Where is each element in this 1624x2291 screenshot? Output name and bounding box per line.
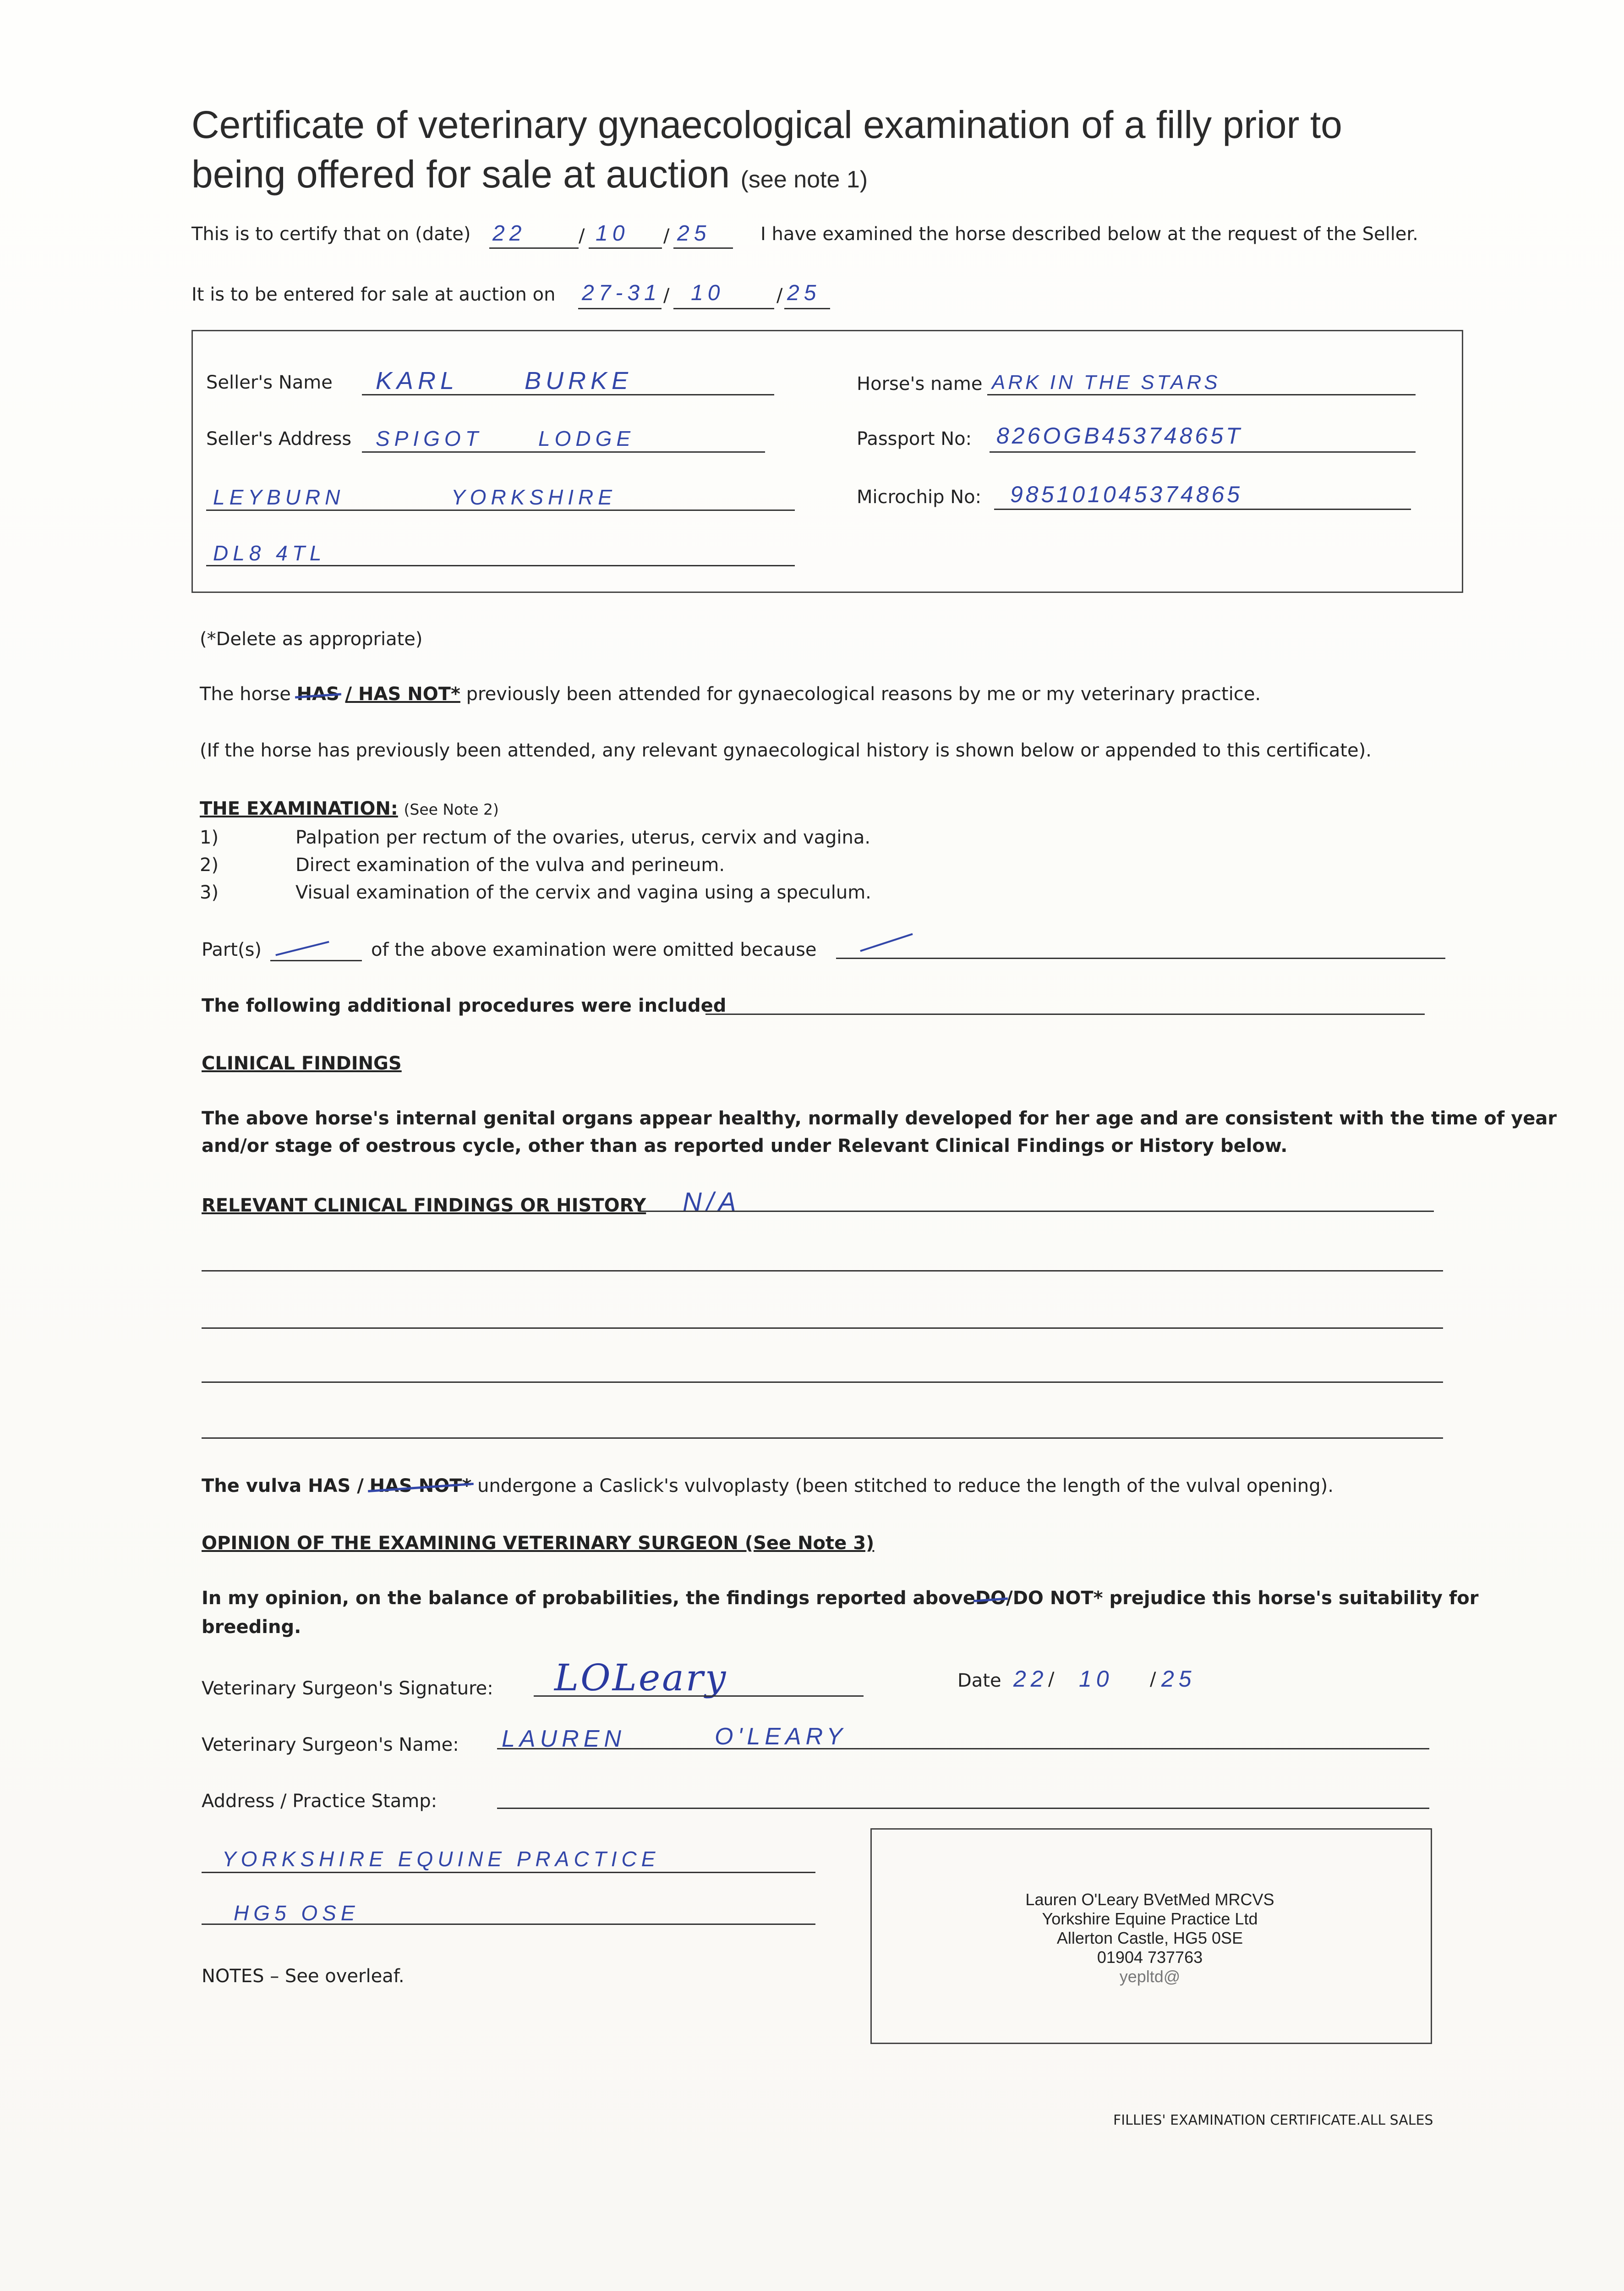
- title-note: (see note 1): [740, 166, 868, 193]
- clinical-statement-1: The above horse's internal genital organs appear healthy, normally developed for her age and are consistent with the time of year: [202, 1108, 1557, 1129]
- opinion-heading: OPINION OF THE EXAMINING VETERINARY SURGEON (See Note 3): [202, 1533, 875, 1554]
- certify-sep-1: /: [579, 225, 585, 247]
- attended-line: [200, 684, 1261, 705]
- relevant-value: N/A: [683, 1187, 741, 1217]
- signature-date-day: 22: [1013, 1666, 1048, 1692]
- address-line1b: LODGE: [538, 427, 635, 450]
- practice-address-line-2: HG5 OSE: [234, 1901, 360, 1925]
- relevant-label: RELEVANT CLINICAL FINDINGS OR HISTORY: [202, 1195, 646, 1216]
- exam-item-1-text: Palpation per rectum of the ovaries, uterus, cervix and vagina.: [295, 827, 871, 848]
- attended-has-not: / HAS NOT*: [345, 684, 460, 705]
- attended-prefix: The horse: [200, 684, 291, 705]
- certify-month: 10: [596, 221, 629, 246]
- auction-sep-2: /: [776, 285, 783, 306]
- exam-item-3-num: 3): [200, 882, 219, 903]
- certify-sep-2: /: [663, 225, 670, 247]
- vet-name-label: Veterinary Surgeon's Name:: [202, 1734, 459, 1755]
- auction-sep-1: /: [663, 285, 670, 306]
- opinion-line-1: [202, 1588, 1478, 1609]
- parts-middle: of the above examination were omitted because: [371, 939, 817, 960]
- signature-date-label: Date: [957, 1670, 1001, 1691]
- opinion-text-1a: In my opinion, on the balance of probabilities, the findings reported above: [202, 1588, 975, 1609]
- certify-prefix: This is to certify that on (date): [191, 224, 471, 245]
- signature-date-sep-1: /: [1048, 1669, 1055, 1690]
- vet-name-first: LAUREN: [502, 1726, 626, 1752]
- opinion-struck: DO: [975, 1588, 1006, 1609]
- stamp-line-5: yepltd@: [1119, 1967, 1181, 1986]
- vulva-line: [202, 1475, 1334, 1496]
- certify-day: 22: [492, 221, 526, 246]
- address-line3: DL8 4TL: [213, 541, 326, 565]
- microchip-number: 985101045374865: [1010, 482, 1243, 507]
- horse-name: ARK IN THE STARS: [992, 371, 1220, 394]
- parts-label: Part(s): [202, 939, 262, 960]
- auction-day: 27-31: [582, 281, 661, 305]
- signature-date-month: 10: [1079, 1666, 1114, 1692]
- address-line2a: LEYBURN: [213, 485, 345, 509]
- address-line2b: YORKSHIRE: [451, 485, 617, 509]
- opinion-text-1b: /DO NOT* prejudice this horse's suitability for: [1006, 1588, 1479, 1609]
- title-line-1: Certificate of veterinary gynaecological examination of a filly prior to: [191, 103, 1342, 146]
- signature-date-year: 25: [1161, 1666, 1196, 1692]
- exam-item-2-num: 2): [200, 855, 219, 876]
- practice-address-line-1: YORKSHIRE EQUINE PRACTICE: [222, 1847, 660, 1871]
- clinical-statement-2: and/or stage of oestrous cycle, other than as reported under Relevant Clinical Findings or History below.: [202, 1135, 1288, 1156]
- examination-note: (See Note 2): [404, 800, 499, 818]
- exam-item-1-num: 1): [200, 827, 219, 848]
- examination-heading: [200, 798, 499, 819]
- notes: NOTES – See overleaf.: [202, 1966, 405, 1987]
- vet-name-last: O'LEARY: [715, 1723, 847, 1750]
- title-line-2: [191, 151, 868, 197]
- signature-image: LOLeary: [554, 1656, 728, 1699]
- examination-title: THE EXAMINATION:: [200, 798, 398, 819]
- attended-struck: HAS: [296, 684, 339, 705]
- vulva-suffix: undergone a Caslick's vulvoplasty (been stitched to reduce the length of the vulval opening).: [477, 1475, 1334, 1496]
- footer-form-id: FILLIES' EXAMINATION CERTIFICATE.ALL SALES: [1113, 2112, 1433, 2128]
- address-stamp-label: Address / Practice Stamp:: [202, 1791, 437, 1812]
- signature-label: Veterinary Surgeon's Signature:: [202, 1678, 493, 1699]
- exam-item-3-text: Visual examination of the cervix and vagina using a speculum.: [295, 882, 871, 903]
- exam-item-2-text: Direct examination of the vulva and perineum.: [295, 855, 725, 876]
- microchip-label: Microchip No:: [857, 487, 982, 508]
- passport-label: Passport No:: [857, 428, 972, 449]
- additional-procedures: The following additional procedures were included: [202, 995, 727, 1016]
- certify-suffix: I have examined the horse described below at the request of the Seller.: [760, 224, 1418, 245]
- stamp-line-4: 01904 737763: [1097, 1948, 1203, 1967]
- title-line-2-text: being offered for sale at auction: [191, 153, 730, 196]
- seller-address-label: Seller's Address: [206, 428, 352, 449]
- vulva-struck: HAS NOT*: [369, 1475, 472, 1496]
- certify-year: 25: [677, 221, 711, 246]
- clinical-heading: CLINICAL FINDINGS: [202, 1053, 402, 1074]
- signature-date-sep-2: /: [1150, 1669, 1156, 1690]
- stamp-line-1: Lauren O'Leary BVetMed MRCVS: [1025, 1890, 1274, 1909]
- attended-suffix: previously been attended for gynaecological reasons by me or my veterinary practice.: [466, 684, 1261, 705]
- horse-name-label: Horse's name: [857, 373, 983, 395]
- opinion-line-2: breeding.: [202, 1617, 301, 1638]
- stamp-line-3: Allerton Castle, HG5 0SE: [1056, 1929, 1243, 1947]
- delete-note: (*Delete as appropriate): [200, 629, 423, 650]
- seller-name-label: Seller's Name: [206, 372, 333, 393]
- passport-number: 826OGB45374865T: [996, 423, 1243, 449]
- address-line1a: SPIGOT: [376, 427, 483, 450]
- history-note: (If the horse has previously been attended, any relevant gynaecological history is shown below or appended to this certificate).: [200, 740, 1372, 761]
- practice-stamp: [870, 1890, 1429, 1986]
- auction-year: 25: [787, 281, 821, 305]
- auction-month: 10: [691, 281, 725, 305]
- seller-name-last: BURKE: [525, 367, 633, 395]
- seller-name-first: KARL: [376, 367, 459, 395]
- vulva-prefix: The vulva HAS /: [202, 1475, 364, 1496]
- auction-prefix: It is to be entered for sale at auction on: [191, 284, 556, 305]
- stamp-line-2: Yorkshire Equine Practice Ltd: [1042, 1909, 1258, 1928]
